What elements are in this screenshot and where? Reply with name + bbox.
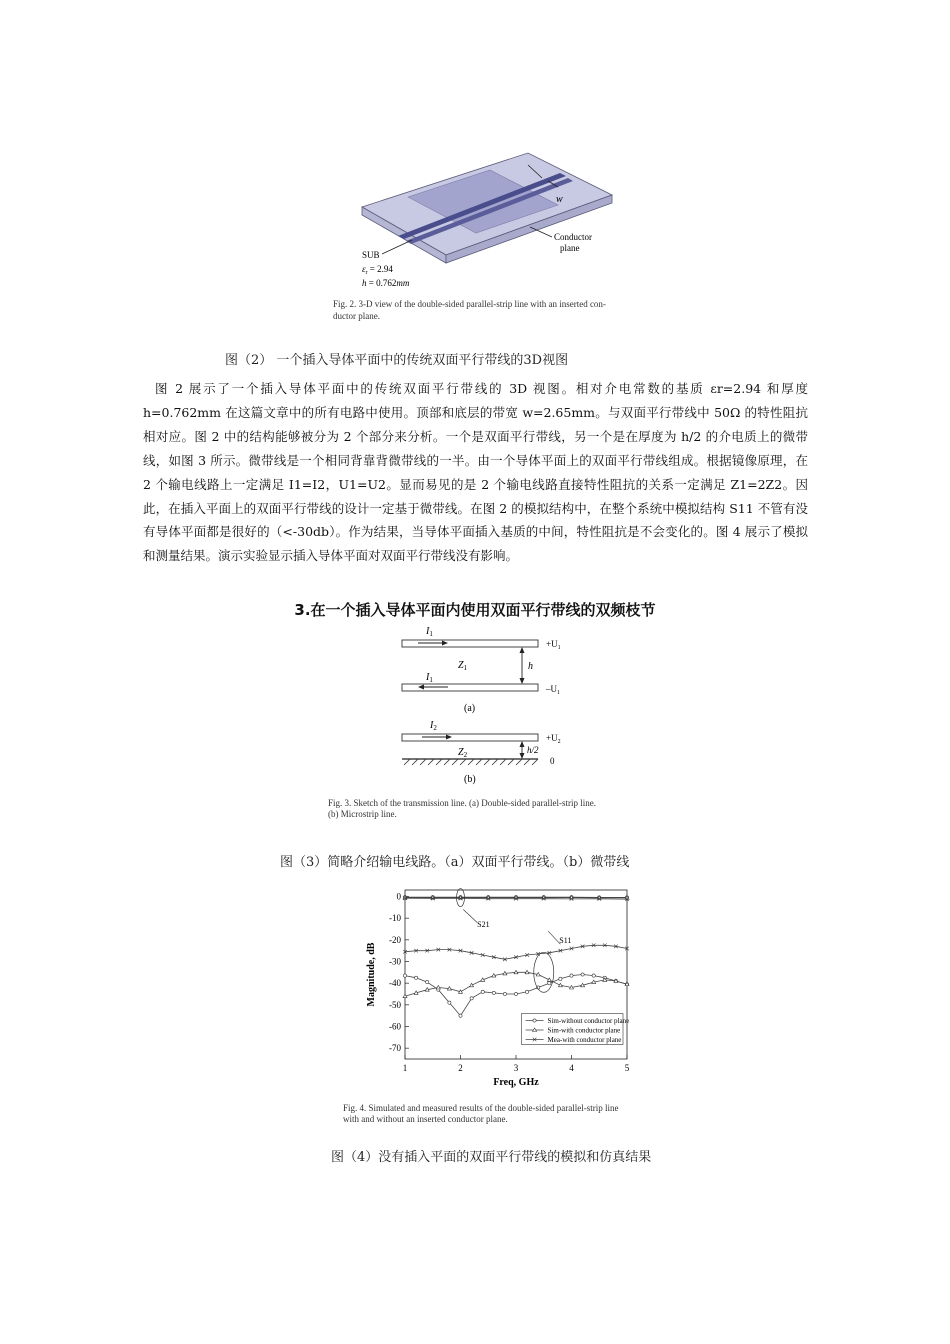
fig2-caption-en-1: Fig. 2. 3-D view of the double-sided parallel-strip line with an inserted con- [333, 299, 606, 309]
y-tick-label: -10 [389, 913, 401, 924]
x-tick-label: 5 [624, 1063, 630, 1073]
permittivity-label: $\varepsilon_r = 2.94$ [362, 264, 393, 276]
s21-leader [463, 910, 477, 923]
fig3a-tag: (a) [464, 703, 476, 714]
data-point-sim-without-conductor-plane-s11 [570, 974, 573, 977]
conductor-label-2: plane [560, 243, 580, 253]
fig3a-impedance: $Z_1$ [458, 660, 468, 672]
fig3b-height-label: h/2 [527, 745, 539, 755]
data-point-sim-without-conductor-plane-s11 [415, 976, 418, 979]
conductor-label-1: Conductor [554, 232, 592, 242]
fig3a-height-label: h [528, 661, 533, 672]
legend-label: Mea-with conductor plane [547, 1036, 622, 1044]
s11-ellipse [534, 952, 554, 992]
fig3b-height-arrow-down [520, 753, 525, 759]
x-tick-label: 3 [513, 1063, 519, 1073]
section-heading: 3.在一个插入导体平面内使用双面平行带线的双频枝节 [294, 601, 656, 619]
y-tick-label: -30 [389, 956, 401, 967]
body-paragraph [143, 377, 808, 568]
fig3b-impedance: $Z_2$ [458, 747, 468, 759]
data-point-sim-with-conductor-plane-s11 [470, 983, 474, 987]
fig3a-current-bottom: $I_1$ [426, 672, 433, 684]
fig3a-height-arrow-down [520, 678, 525, 684]
y-tick-label: -50 [389, 999, 401, 1010]
data-point-sim-without-conductor-plane-s11 [481, 990, 484, 993]
fig2-caption-cn: 图（2） 一个插入导体平面中的传统双面平行带线的3D视图 [225, 353, 569, 368]
data-point-sim-without-conductor-plane-s11 [503, 992, 506, 995]
fig3b-voltage-top: $+U_2$ [546, 733, 561, 745]
fig3a-current-top: $I_1$ [426, 626, 433, 638]
thickness-label: h = 0.762mm [362, 278, 410, 288]
fig3b-height-arrow-up [520, 741, 525, 747]
fig4-chart [360, 882, 640, 1094]
data-point-sim-without-conductor-plane-s11 [592, 974, 595, 977]
legend-marker [533, 1019, 536, 1022]
fig3a-height-arrow-up [520, 647, 525, 653]
fig4-caption-en-1: Fig. 4. Simulated and measured results of the double-sided parallel-strip line [343, 1103, 619, 1113]
data-point-sim-with-conductor-plane-s11 [558, 983, 562, 987]
legend-label: Sim-with conductor plane [547, 1026, 621, 1035]
y-tick-label: -70 [389, 1043, 401, 1054]
data-point-sim-without-conductor-plane-s11 [403, 974, 406, 977]
fig4-caption-cn: 图（4）没有插入平面的双面平行带线的模拟和仿真结果 [331, 1150, 652, 1165]
fig3b-zero: 0 [550, 756, 555, 766]
data-point-sim-without-conductor-plane-s11 [448, 1001, 451, 1004]
data-point-sim-without-conductor-plane-s11 [581, 973, 584, 976]
fig4-caption-en-2: with and without an inserted conductor plane. [343, 1114, 508, 1124]
fig3b-tag: (b) [464, 774, 476, 785]
w-label: w [556, 194, 563, 205]
data-point-sim-without-conductor-plane-s11 [470, 997, 473, 1000]
fig3a-top-strip [402, 640, 538, 647]
fig3-caption-en-1: Fig. 3. Sketch of the transmission line. (a) Double-sided parallel-strip line. [328, 798, 596, 808]
fig3-caption-cn: 图（3）简略介绍输电线路。（a）双面平行带线。（b）微带线 [280, 855, 630, 870]
y-tick-label: -60 [389, 1021, 401, 1032]
body-paragraph-text: 图 2 展示了一个插入导体平面中的传统双面平行带线的 3D 视图。相对介电常数的基质 εr=2.94 和厚度 h=0.762mm 在这篇文章中的所有电路中使用。顶部和底层的带宽 w=2.65mm。与双面平行带线中 50Ω 的特性阻抗相对应。图 2 中的结构能够被分为 2 个部分来分析。一个是双面平行带线，另一个是在厚度为 h/2 的介电质上的微带线，如图 3 所示。微带线是一个相同背靠背微带线的一半。由一个导体平面上的双面平行带线组成。根据镜像原理，在 2 个输电线路上一定满足 I1=I2，U1=U2。显而易见的是 2 个输电线路直接特性阻抗的关系一定满足 Z1=2Z2。因此，在插入平面上的双面平行带线的设计一定基于微带线。在图 2 的模拟结构中，在整个系统中模拟结构 S11 不管有没有导体平面都是很好的（<-30db）。作为结果，当导体平面插入基质的中间，特性阻抗是不会变化的。图 4 展示了模拟和测量结果。演示实验显示插入导体平面对双面平行带线没有影响。 [143, 381, 808, 564]
y-axis-label: Magnitude, dB [366, 942, 377, 1007]
y-tick-label: 0 [396, 891, 401, 902]
fig3b-ground-hatch [404, 759, 538, 765]
fig3a-voltage-top: $+U_1$ [546, 639, 561, 651]
x-axis-label: Freq, GHz [493, 1077, 539, 1088]
x-tick-label: 2 [458, 1063, 463, 1073]
data-point-sim-without-conductor-plane-s11 [459, 1014, 462, 1017]
x-tick-label: 4 [569, 1063, 574, 1073]
x-tick-label: 1 [402, 1063, 408, 1073]
fig3a-voltage-bottom: $-U_1$ [546, 684, 560, 696]
fig2-caption-en-2: ductor plane. [333, 311, 380, 321]
s11-label: S11 [559, 936, 572, 946]
data-point-sim-without-conductor-plane-s11 [426, 980, 429, 983]
data-point-sim-without-conductor-plane-s11 [492, 991, 495, 994]
s21-label: S21 [477, 919, 490, 929]
data-point-sim-without-conductor-plane-s11 [526, 990, 529, 993]
y-tick-label: -40 [389, 978, 401, 989]
data-point-sim-with-conductor-plane-s11 [547, 978, 551, 982]
data-point-sim-without-conductor-plane-s11 [559, 977, 562, 980]
fig3-sketch [380, 620, 600, 790]
fig3b-strip [402, 734, 538, 741]
sub-label: SUB [362, 250, 380, 260]
fig3-caption-en-2: (b) Microstrip line. [328, 809, 397, 819]
data-point-sim-without-conductor-plane-s11 [548, 982, 551, 985]
fig2-3d-view [320, 145, 650, 295]
data-point-sim-without-conductor-plane-s11 [514, 992, 517, 995]
sub-leader-line [382, 240, 412, 254]
legend-label: Sim-without conductor plane [547, 1017, 630, 1025]
y-tick-label: -20 [389, 934, 401, 945]
fig3b-current: $I_2$ [430, 720, 437, 732]
